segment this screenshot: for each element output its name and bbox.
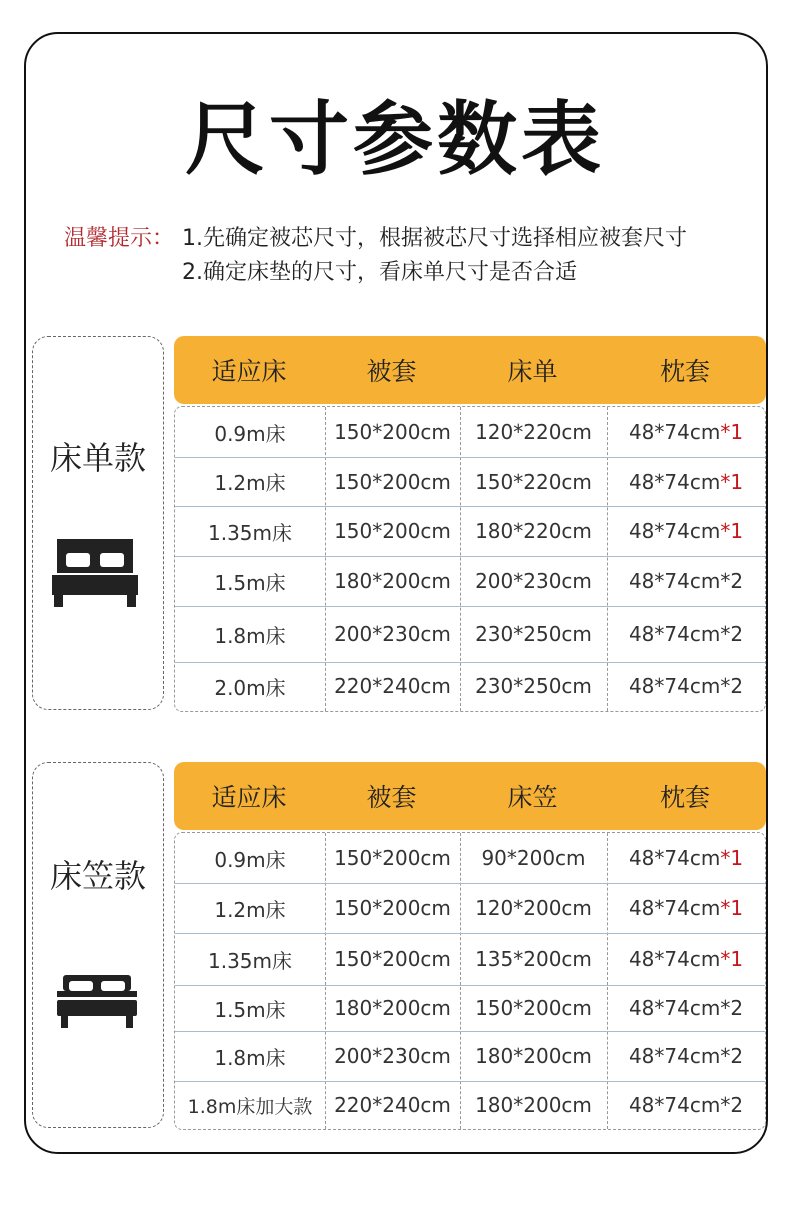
table-row (175, 833, 765, 884)
table-row (175, 506, 765, 557)
pillow-size: 48*74cm (628, 519, 721, 543)
cell-bed: 1.8m床 (214, 623, 286, 648)
cell-pillow (607, 622, 765, 646)
cell-fitted-sheet: 180*200cm (475, 1044, 592, 1068)
pillow-size: 48*74cm (628, 469, 721, 494)
cell-duvet: 150*200cm (334, 896, 451, 920)
cell-pillow (607, 674, 765, 698)
cell-bed: 0.9m床 (214, 421, 286, 446)
cell-pillow (607, 947, 765, 971)
tip-line-2: 2.确定床垫的尺寸，看床单尺寸是否合适 (182, 260, 577, 285)
pillow-qty: *2 (720, 569, 744, 593)
table-row (175, 457, 765, 507)
table-row (175, 1031, 765, 1082)
pillow-qty: *2 (720, 674, 744, 698)
table-row (175, 606, 765, 663)
header-fitted-sheet: 床笠 (507, 783, 558, 812)
tip-line-1: 1.先确定被芯尺寸，根据被芯尺寸选择相应被套尺寸 (182, 226, 687, 251)
cell-duvet: 220*240cm (334, 674, 451, 698)
header-pillow: 枕套 (659, 357, 710, 386)
table-row (175, 985, 765, 1032)
fitted-table-body (174, 832, 766, 1130)
cell-fitted-sheet: 150*200cm (475, 996, 592, 1020)
sheet-section-label-box (32, 336, 164, 710)
bed-icon (51, 537, 139, 609)
cell-pillow (607, 846, 765, 870)
pillow-size: 48*74cm (628, 846, 721, 870)
pillow-size: 48*74cm (628, 1044, 721, 1068)
header-duvet: 被套 (366, 357, 417, 386)
cell-bed: 1.5m床 (214, 570, 286, 595)
pillow-qty: *2 (720, 622, 744, 646)
cell-fitted-sheet: 135*200cm (475, 947, 592, 971)
cell-bed: 1.8m床加大款 (187, 1095, 313, 1118)
cell-pillow (607, 519, 765, 543)
table-row (175, 883, 765, 934)
header-pillow: 枕套 (659, 783, 710, 812)
cell-duvet: 150*200cm (334, 469, 451, 494)
sheet-table-body (174, 406, 766, 712)
pillow-qty: *1 (720, 846, 744, 870)
pillow-qty: *1 (720, 947, 744, 971)
cell-fitted-sheet: 180*200cm (475, 1093, 592, 1117)
page-title: 尺寸参数表 (185, 93, 605, 186)
cell-pillow (607, 896, 765, 920)
cell-duvet: 150*200cm (334, 947, 451, 971)
cell-bed: 1.2m床 (214, 471, 286, 495)
sheet-section-name: 床单款 (49, 439, 146, 477)
cell-bed: 1.35m床 (207, 520, 292, 545)
header-bed: 适应床 (211, 783, 287, 812)
cell-bed: 2.0m床 (214, 675, 286, 700)
cell-bed: 1.5m床 (214, 997, 286, 1022)
fitted-table-header (174, 762, 766, 830)
pillow-size: 48*74cm (628, 569, 721, 593)
cell-bed: 1.8m床 (214, 1045, 286, 1070)
cell-duvet: 180*200cm (334, 996, 451, 1020)
cell-duvet: 150*200cm (334, 420, 451, 444)
cell-pillow (607, 996, 765, 1020)
pillow-qty: *2 (720, 1093, 744, 1117)
cell-bed: 1.35m床 (207, 948, 292, 973)
cell-pillow (607, 1044, 765, 1068)
cell-sheet: 230*250cm (475, 622, 592, 646)
pillow-size: 48*74cm (628, 622, 721, 646)
pillow-size: 48*74cm (628, 947, 721, 971)
tips-label: 温馨提示： (64, 226, 175, 251)
cell-pillow (607, 1093, 765, 1117)
sheet-table-header (174, 336, 766, 404)
cell-sheet: 200*230cm (475, 569, 592, 593)
cell-duvet: 200*230cm (334, 622, 451, 646)
cell-pillow (607, 420, 765, 444)
cell-bed: 0.9m床 (214, 847, 286, 872)
pillow-qty: *2 (720, 1044, 744, 1068)
header-bed: 适应床 (211, 357, 287, 386)
pillow-qty: *1 (720, 469, 744, 494)
pillow-qty: *1 (720, 896, 744, 920)
cell-sheet: 120*220cm (475, 420, 592, 444)
cell-duvet: 150*200cm (334, 519, 451, 543)
cell-duvet: 200*230cm (334, 1044, 451, 1068)
pillow-size: 48*74cm (628, 896, 721, 920)
cell-duvet: 180*200cm (334, 569, 451, 593)
header-sheet: 床单 (507, 357, 558, 386)
pillow-qty: *2 (720, 996, 744, 1020)
table-row (175, 407, 765, 458)
cell-bed: 1.2m床 (214, 897, 286, 922)
pillow-size: 48*74cm (628, 420, 721, 444)
table-row (175, 556, 765, 607)
pillow-size: 48*74cm (628, 996, 721, 1020)
cell-sheet: 180*220cm (475, 519, 592, 543)
cell-pillow (607, 569, 765, 593)
pillow-qty: *1 (720, 420, 744, 444)
pillow-qty: *1 (720, 519, 744, 543)
bed-icon (55, 973, 139, 1029)
cell-fitted-sheet: 120*200cm (475, 896, 592, 920)
cell-duvet: 220*240cm (334, 1093, 451, 1117)
cell-duvet: 150*200cm (334, 846, 451, 870)
header-duvet: 被套 (366, 783, 417, 812)
cell-fitted-sheet: 90*200cm (481, 846, 586, 870)
table-row (175, 933, 765, 986)
table-row (175, 662, 765, 710)
table-row (175, 1081, 765, 1129)
cell-sheet: 150*220cm (475, 469, 592, 494)
cell-pillow (607, 470, 765, 494)
cell-sheet: 230*250cm (475, 674, 592, 698)
pillow-size: 48*74cm (628, 1093, 721, 1117)
fitted-section-name: 床笠款 (49, 857, 146, 895)
fitted-section-label-box (32, 762, 164, 1128)
pillow-size: 48*74cm (628, 674, 721, 698)
tips-block (64, 222, 687, 290)
